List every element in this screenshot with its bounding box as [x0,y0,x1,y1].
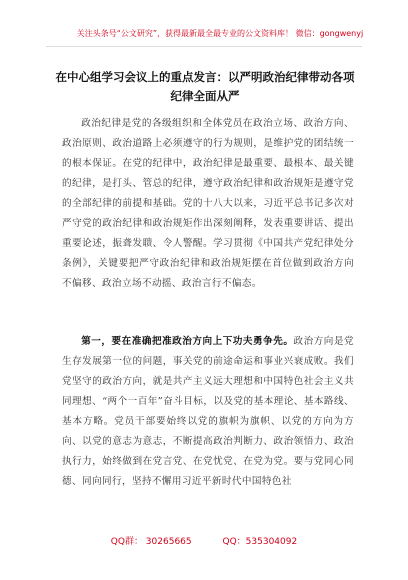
paragraph-1 [62,114,354,294]
paragraph-text: 政治方向是党生存发展第一位的问题，事关党的前途命运和事业兴衰成败。我们党坚守的政治方向，就是共产主义远大理想和中国特色社会主义共同理想、“两个一百年”奋斗目标，以及党的基本理论、基本路线、基本方略。党员干部要始终以党的旗帜为旗帜、以党的方向为方向、以党的意志为意志，不断提高政治判断力、政治领悟力、政治执行力，始终做到在党言党、在党忧党、在党为党。要与党同心同德、同向同行，坚持不懈用习近平新时代中国特色社 [62,336,355,487]
document-title: 在中心组学习会议上的重点发言：以严明政治纪律带动各项纪律全面从严 [55,70,355,103]
paragraph-text: 政治纪律是党的各级组织和全体党员在政治立场、政治方向、政治原则、政治道路上必须遵守的行为规则，是维护党的团结统一的根本保证。在党的纪律中，政治纪律是最重要、最根本、最关键的纪律，是打头、管总的纪律，遵守政治纪律和政治规矩是遵守党的全部纪律的前提和基础。党的十八大以来，习近平总书记多次对严守党的政治纪律和政治规矩作出深刻阐释，发表重要讲话、提出重要论述，振聋发聩、令人警醒。学习贯彻《中国共产党纪律处分条例》，关键要把严守政治纪律和政治规矩摆在首位做到政治方向不偏移、政治立场不动摇、政治言行不偏态。 [62,118,354,289]
promo-banner: 关注头条号“公文研究”，获得最新最全最专业的公文资料库！ 微信：gongwenyj [76,29,364,38]
qq-group-number: QQ群： 30265665 [110,537,192,547]
paragraph-2 [62,332,354,492]
qq-number: QQ：535304092 [222,537,298,547]
paragraph-lead: 第一，要在准确把准政治方向上下功夫勇争先。 [81,336,294,347]
header-divider [46,46,362,47]
contact-footer [0,534,408,547]
